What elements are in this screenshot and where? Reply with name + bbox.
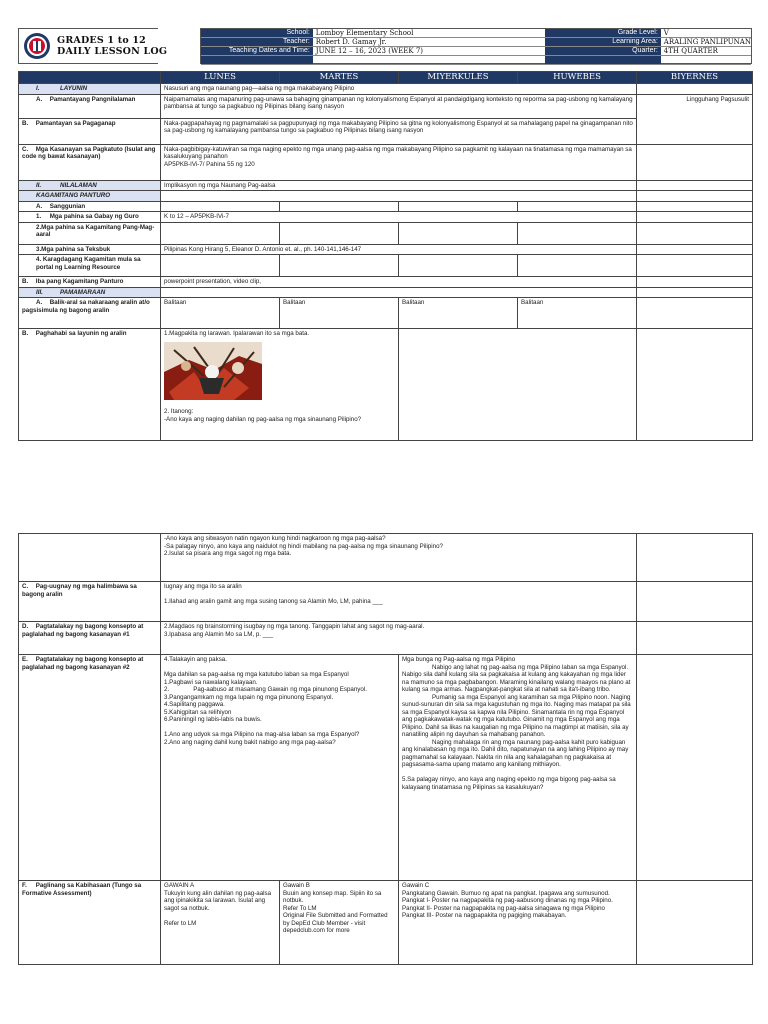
balik-biyernes: [637, 298, 753, 329]
k2-a-line-10: 2.Ano ang naging dahil kung bakit nabigo ang mga pag-aalsa?: [164, 738, 336, 746]
sanggunian-label: A. Sanggunian: [19, 201, 161, 212]
k2-b-para-3: Naging mahalaga rin ang mga naunang pag-aalsa kahit puro kabiguan ang kinalabasan ng mga ito. Dahil dito, napatunayan na ang lahing Pilipino ay may pagmamahal sa kalayaan. Nakita rin nila ang kahalagahan ng pagkakaisa at pagsasama-sama upang matamo ang kanilang mithiayon.: [402, 738, 629, 768]
nilalaman-label: II. NILALAMAN: [19, 180, 161, 191]
cont-line-3: 2.Isulat sa pisara ang mga sagot ng mga bata.: [164, 550, 292, 557]
row-continuation: [19, 534, 753, 582]
gabay-label: 1. Mga pahina sa Gabay ng Guro: [19, 212, 161, 223]
pag-uugnay-line-2: 1.Ilahad ang aralin gamit ang mga susing tanong sa Alamin Mo, LM, pahina ___: [164, 598, 383, 605]
gawain-b-title: Gawain B: [283, 882, 310, 889]
konsepto2-label: E. Pagtatalakay ng bagong konsepto at paglalahad ng bagong kasanayan #2: [19, 655, 161, 881]
kagamitan-label: KAGAMITANG PANTURO: [19, 191, 161, 202]
row-pamamaraan: [19, 287, 753, 298]
layunin-label: I. LAYUNIN: [19, 84, 161, 95]
iba-biyernes: [637, 277, 753, 288]
blank-value: [313, 56, 545, 65]
balitaan-huwebes: Balitaan: [518, 298, 637, 329]
konsepto1-line-2: 3.Ipabasa ang Alamin Mo sa LM, p. ___: [164, 630, 274, 638]
k2-a-line-7: 5.Kahigpitan sa relihiyon: [164, 708, 232, 716]
row-layunin: [19, 84, 753, 95]
kr-martes: [280, 255, 399, 277]
km-biyernes: [637, 222, 753, 244]
pamamaraan-biyernes: [637, 287, 753, 298]
row-iba: [19, 277, 753, 288]
dll-title: [57, 35, 167, 57]
kabihasaan-biyernes: [637, 881, 753, 965]
title-line-2: DAILY LESSON LOG: [57, 46, 168, 57]
row-paghahabi: [19, 329, 753, 441]
sanggunian-biyernes: [637, 201, 753, 212]
kagamitang-mag-label: 2.Mga pahina sa Kagamitang Pang-Mag-aaral: [19, 222, 161, 244]
biyernes-text: Lingguhang Pagsusulit: [637, 94, 753, 144]
iba-text: powerpoint presentation, video clip,: [161, 277, 637, 288]
row-balik-aral: [19, 298, 753, 329]
day-miyerkules: MIYERKULES: [399, 72, 518, 84]
konsepto2-col-b: [399, 655, 637, 881]
gawain-b-text: Buuin ang konsep map. Sipiin ito sa notbuk.: [283, 889, 382, 904]
konsepto1-label: D. Pagtatalakay ng bagong konsepto at paglalahad ng bagong kasanayan #1: [19, 622, 161, 655]
paghahabi-text: [161, 329, 399, 441]
iba-label: B. Iba pang Kagamitang Panturo: [19, 277, 161, 288]
k2-a-line-3: 1.Pagbawi sa nawalang kalayaan.: [164, 678, 258, 686]
logo-box: [18, 28, 168, 64]
row-teksbuk: [19, 244, 753, 255]
pag-uugnay-biyernes: [637, 582, 753, 622]
gawain-b-ref: Refer To LM: [283, 904, 317, 912]
pagganap-text: Naka-pagpapahayag ng pagmamalaki sa pagpupunyagi ng mga makabayang Pilipino sa gitna ng kolonyalismong Espanyol at sa mahalagang papel na ginagampanan nito sa pag-usbong ng kamalayang pambansa tungo sa pagkabuo ng Pilipinas bilang isang nasyon: [161, 118, 637, 144]
row-pag-uugnay: [19, 582, 753, 622]
lesson-table: [18, 71, 753, 441]
row-kagamitang-mag: [19, 222, 753, 244]
pamamaraan-label: III. PAMAMARAAN: [19, 287, 161, 298]
row-konsepto-1: [19, 622, 753, 655]
kr-huwebes: [518, 255, 637, 277]
gabay-text: K to 12 – AP5PKB-IVi-7: [161, 212, 637, 223]
pangnilalaman-label: A. Pamantayang Pangnilalaman: [19, 94, 161, 118]
page-1: [18, 28, 752, 441]
gawain-a-title: GAWAIN A: [164, 882, 195, 889]
k2-b-question: 5.Sa palagay ninyo, ano kaya ang naging epekto ng mga bigong pag-aalsa sa kalayaang tinatamasa ng Pilipinas sa kasalukuyan?: [402, 776, 616, 791]
grade-value: V: [661, 29, 751, 38]
gawain-a: [161, 881, 280, 965]
school-value: Lomboy Elementary School: [313, 29, 545, 38]
header-info-grid: [200, 28, 752, 64]
day-huwebes: HUWEBES: [518, 72, 637, 84]
row-pangnilalaman: [19, 94, 753, 118]
kabihasaan-label: F. Paglinang sa Kabihasaan (Tungo sa Formative Assessment): [19, 881, 161, 965]
paghahabi-label: B. Paghahabi sa layunin ng aralin: [19, 329, 161, 441]
title-line-1: GRADES 1 to 12: [57, 35, 146, 46]
km-martes: [280, 222, 399, 244]
paghahabi-biyernes: [637, 329, 753, 441]
kasanayan-biyernes: [637, 144, 753, 180]
k2-a-line-2: Mga dahilan sa pag-aalsa ng mga katutubo laban sa mga Espanyol: [164, 671, 349, 678]
pag-uugnay-text: [161, 582, 637, 622]
k2-a-line-4: 2. Pag-aabuso at masamang Gawain ng mga pinunong Espanyol.: [164, 686, 367, 693]
konsepto2-biyernes: [637, 655, 753, 881]
k2-a-line-6: 4.Sapilitang paggawa.: [164, 701, 225, 708]
header-spacer: [158, 28, 200, 64]
row-gabay: [19, 212, 753, 223]
gawain-c: [399, 881, 637, 965]
kasanayan-text: Naka-pagbibigay-katuwiran sa mga naging epekto ng mga unang pag-aalsa ng mga makabayang Pilipino sa pagkamit ng kalayaan na tinatamasa ng mga mamamayan sa kasalukuyang panahon AP5PKB-IVi-7/ Pahina 55 ng 120: [161, 144, 637, 180]
row-kagamitan: [19, 191, 753, 202]
k2-a-line-5: 3.Pangangamkam ng mga lupain ng mga pinunong Espanyol.: [164, 693, 334, 701]
blank-value-2: [661, 56, 751, 65]
kagamitan-text: [161, 191, 637, 202]
day-header-row: [19, 72, 753, 84]
kasanayan-label: C. Mga Kasanayan sa Pagkatuto (Isulat ang code ng bawat kasanayan): [19, 144, 161, 180]
pagganap-label: B. Pamantayan sa Pagaganap: [19, 118, 161, 144]
cont-biyernes: [637, 534, 753, 582]
teacher-value: Robert D. Gamay Jr.: [313, 38, 545, 47]
row-kasanayan: [19, 144, 753, 180]
paghahabi-line-1: 1.Magpakita ng larawan. Ipalarawan ito sa mga bata.: [164, 330, 310, 337]
sanggunian-lunes: [161, 201, 280, 212]
paghahabi-line-3: -Ano kaya ang naging dahilan ng pag-aalsa ng mga sinaunang Pilipino?: [164, 415, 362, 423]
paghahabi-line-2: 2. Itanong:: [164, 408, 194, 415]
gawain-c-line-4: Pangkat III- Poster na nagpapakita ng pagiging makabayan.: [402, 912, 567, 919]
blank-label: [201, 56, 313, 65]
kr-miyerkules: [399, 255, 518, 277]
balitaan-martes: Balitaan: [280, 298, 399, 329]
km-lunes: [161, 222, 280, 244]
layunin-biyernes: [637, 84, 753, 95]
km-huwebes: [518, 222, 637, 244]
gawain-a-text: Tukuyin kung alin dahilan ng pag-aalsa ang ipinakikita sa larawan. Isulat ang sagot sa notbuk.: [164, 889, 272, 912]
layunin-text: Nasusuri ang mga naunang pag—aalsa ng mga makabayang Pilipino: [161, 84, 637, 95]
cont-text: [161, 534, 637, 582]
sanggunian-miyerkules: [399, 201, 518, 212]
area-value: ARALING PANLIPUNAN: [661, 38, 751, 47]
blank-header: [19, 72, 161, 84]
area-label: Learning Area:: [545, 38, 661, 47]
cont-label: [19, 534, 161, 582]
konsepto1-line-1: 2.Magdaos ng brainstorming isugbay ng mga tanong. Tanggapin lahat ang sagot ng mag-aaral.: [164, 623, 425, 630]
konsepto2-col-a: [161, 655, 399, 881]
gawain-c-title: Gawain C: [402, 882, 430, 889]
konsepto1-biyernes: [637, 622, 753, 655]
k2-b-heading: Mga bunga ng Pag-aalsa ng mga Pilipino: [402, 656, 516, 663]
sanggunian-huwebes: [518, 201, 637, 212]
day-lunes: LUNES: [161, 72, 280, 84]
nilalaman-text: Implikasyon ng mga Naunang Pag-aalsa: [161, 180, 637, 191]
row-kabihasaan: [19, 881, 753, 965]
kr-biyernes: [637, 255, 753, 277]
grade-label: Grade Level:: [545, 29, 661, 38]
konsepto1-text: [161, 622, 637, 655]
pag-uugnay-label: C. Pag-uugnay ng mga halimbawa sa bagong aralin: [19, 582, 161, 622]
balitaan-lunes: Balitaan: [161, 298, 280, 329]
lesson-table-continued: [18, 533, 753, 965]
karagdagang-label: 4. Karagdagang Kagamitan mula sa portal ng Learning Resource: [19, 255, 161, 277]
row-karagdagang: [19, 255, 753, 277]
battle-painting-image: [164, 342, 262, 400]
dates-value: JUNE 12 – 16, 2023 (WEEK 7): [313, 47, 545, 56]
school-label: School:: [201, 29, 313, 38]
k2-b-para-1: Nabigo ang lahat ng pag-aalsa ng mga Pilipino laban sa mga Espanyol. Nabigo sila dahil kulang sila sa pagkakaisa at kulang ang kakayahan ng mga lider na mamuno sa mga pagbabangon. Maraming kinailang walang maayos na plano at kulang sa mga armas. Nagpangkat-pangkat sila at nahati sa ita't-ibang tribo.: [402, 663, 631, 693]
k2-a-line-1: 4.Talakayin ang paksa.: [164, 656, 227, 663]
gawain-c-line-2: Pangkat I- Poster na nagpapakita ng pag-aabusong dinanas ng mga Pilipino.: [402, 897, 613, 904]
quarter-label: Quarter:: [545, 47, 661, 56]
gawain-c-line-3: Pangkat II- Poster na nagpapakita ng pag-aalsa sinagawa ng mga Pilipino: [402, 904, 605, 912]
teksbuk-text: Pilipinas Kong Hirang 5, Eleanor D. Antonio et. al., ph. 140-141,146-147: [161, 244, 637, 255]
gabay-biyernes: [637, 212, 753, 223]
kr-lunes: [161, 255, 280, 277]
balik-label: A. Balik-aral sa nakaraang aralin at/o pagsisimula ng bagong aralin: [19, 298, 161, 329]
gawain-b: [280, 881, 399, 965]
teacher-label: Teacher:: [201, 38, 313, 47]
nilalaman-biyernes: [637, 180, 753, 191]
dll-header: [18, 28, 752, 64]
k2-a-line-8: 6.Paniningil ng labis-labis na buwis.: [164, 716, 262, 723]
gawain-c-line-1: Pangkatang Gawain. Bumuo ng apat na pangkat. Ipagawa ang sumusunod.: [402, 889, 610, 897]
paghahabi-blank: [399, 329, 637, 441]
cont-line-1: -Ano kaya ang sitwasyon natin ngayon kung hindi nagkaroon ng mga pag-aalsa?: [164, 535, 386, 542]
pamamaraan-text: [161, 287, 637, 298]
deped-seal-icon: [23, 32, 51, 60]
kagamitan-biyernes: [637, 191, 753, 202]
teksbuk-label: 3.Mga pahina sa Teksbuk: [19, 244, 161, 255]
dates-label: Teaching Dates and Time:: [201, 47, 313, 56]
gawain-a-ref: Refer to LM: [164, 919, 197, 927]
day-martes: MARTES: [280, 72, 399, 84]
day-biyernes: BIYERNES: [637, 72, 753, 84]
row-sanggunian: [19, 201, 753, 212]
balitaan-miyerkules: Balitaan: [399, 298, 518, 329]
row-konsepto-2: [19, 655, 753, 881]
sanggunian-martes: [280, 201, 399, 212]
gawain-b-note: Original File Submitted and Formatted by DepEd Club Member - visit depedclub.com for more: [283, 912, 388, 934]
teksbuk-biyernes: [637, 244, 753, 255]
pangnilalaman-text: Naipamamalas ang mapanuring pag-unawa sa bahaging ginampanan ng kolonyalismong Espanyol at pandaigdigang konteksto ng reporma sa pag-usbong ng kamalayang pambansa at tungo sa pagkabuo ng Pilipinas bilang isang nasyon: [161, 94, 637, 118]
cont-line-2: -Sa palagay ninyo, ano kaya ang naidulot ng hindi mabilang na pag-aalsa ng mga sinaunang Pilipino?: [164, 542, 443, 550]
k2-b-para-2: Pumanig sa mga Espanyol ang karamihan sa mga Pilipino noon. Naging sunud-sunuran din sila sa mga kagustuhan ng mga ito. Naging mas matapat pa sila sa mga Espanyol kaysa sa kapwa nila Pilipino. Sinamantala rin ng mga Espanyol ang pagkakawatak-watak ng mga katutubo. Ginamit ng mga Espanyol ang mga Pilipino. Dahil sa likas na kaugalian ng mga Pilipino na magtimpi at matiisin, sila ay nanatiling alipin ng dayuhan sa mahabang panahon.: [402, 693, 631, 738]
row-nilalaman: [19, 180, 753, 191]
page-2: [18, 533, 752, 965]
k2-a-line-9: 1.Ano ang udyok sa mga Pilipino na mag-alsa laban sa mga Espanyol?: [164, 731, 360, 738]
blank-label-2: [545, 56, 661, 65]
pag-uugnay-line-1: Iugnay ang mga ito sa aralin: [164, 583, 242, 590]
km-miyerkules: [399, 222, 518, 244]
quarter-value: 4TH QUARTER: [661, 47, 751, 56]
